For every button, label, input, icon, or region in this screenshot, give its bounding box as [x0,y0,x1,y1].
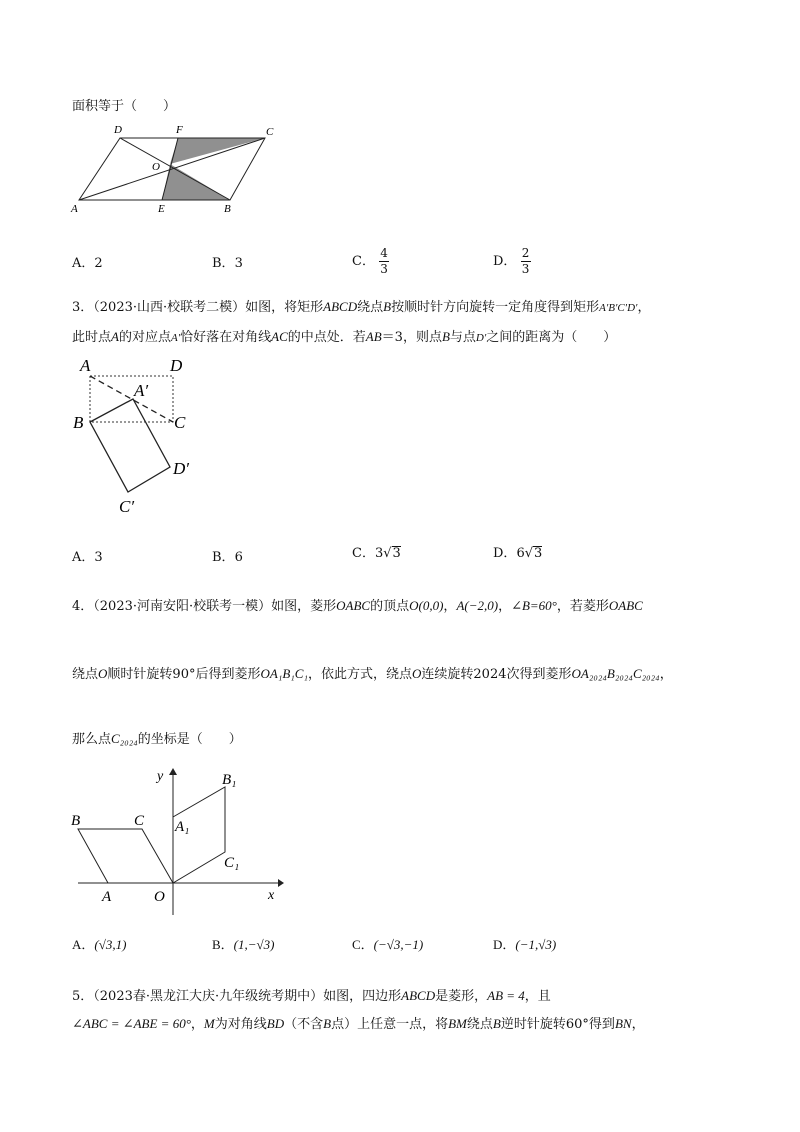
q4-stem-line2 [72,666,673,683]
q3-text: 按顺时针方向旋转一定角度得到矩形 [391,300,600,315]
q4-text: 次得到菱形 [506,667,572,682]
q2-label-e: E [158,203,165,215]
q4-option-b[interactable] [212,937,275,953]
q3-option-b[interactable] [212,550,243,566]
q4-coordinate-figure [68,765,288,920]
q5-m: M [203,1016,215,1031]
q4-angle: ∠B=60° [511,598,557,613]
q3-option-c-letter: C． [352,546,375,561]
q3-diag: AC [271,329,288,344]
sqrt-icon: √ [383,546,392,561]
q2-option-c-num: 4 [380,246,388,260]
q3-option-c[interactable] [352,542,401,566]
q4-rhombus-oabc [78,829,173,883]
q2-label-d: D [114,124,122,136]
q5-text: （不含 [284,1017,324,1032]
q4-text: ，若菱形 [556,599,609,614]
q3-option-d-coef: 6 [516,546,525,561]
q4-text: 后得到菱形 [195,667,261,682]
q4-text: 的坐标是（ ） [137,732,242,747]
q4-rhombus-2024: OA₂₀₂₄B₂₀₂₄C₂₀₂₄ [571,666,660,681]
q3-option-c-coef: 3 [374,546,384,561]
q4-option-c[interactable] [352,937,423,953]
q5-text: 是菱形， [435,989,488,1004]
q3-label-c: C [174,413,186,432]
q4-label-x: x [268,888,275,903]
q5-text: 得到 [588,1017,615,1032]
q3-option-a-value: 3 [94,550,103,565]
sqrt-icon: √ [524,546,534,561]
q3-label-b: B [73,413,84,432]
q3-text: 之间的距离为（ ） [486,330,617,345]
q3-rectangle-figure [70,352,210,522]
q4-option-d-value: (−1,√3) [515,937,557,952]
q4-o-coord: O(0,0) [409,598,444,613]
q3-label-d-prime: D′ [173,459,189,478]
q4-option-c-letter: C． [352,937,374,952]
q5-bm: BM [448,1016,467,1031]
q5-stem-line1 [72,988,551,1005]
q4-rhombus-oa1b1c1 [173,787,225,883]
q3-option-d-rad: 3 [534,546,543,561]
q2-option-d-den: 3 [521,262,530,276]
q5-text: 点）上任意一点，将 [331,1017,449,1032]
q5-angles: ∠ABC = ∠ABE = 60° [72,1016,191,1031]
q4-text: ，依此方式，绕点 [307,667,412,682]
q3-option-c-rad: 3 [392,546,401,561]
q4-oabc: OABC [336,598,371,613]
q5-text: 如图，四边形 [323,989,402,1004]
q5-text: 逆时针旋转 [500,1017,566,1032]
q4-deg90: 90° [172,667,196,682]
q2-option-b-value: 3 [234,256,243,271]
q4-label-a: A [102,889,112,905]
q3-text: ＝3，则点 [381,330,442,345]
q5-text: ，且 [524,989,551,1004]
q2-option-d-fraction [521,247,531,276]
q2-label-c: C [266,126,274,138]
q4-text: ， [498,599,512,614]
q2-option-c[interactable] [352,246,389,278]
q2-stem-end: 面积等于（ ） [72,99,177,114]
q3-text: 此时点 [72,330,112,345]
q5-stem-line2 [72,1016,645,1033]
q2-option-c-den: 3 [380,262,388,276]
q2-label-f: F [176,124,183,136]
q3-rect2: A′B′C′D′ [599,302,638,314]
q4-option-b-letter: B． [212,937,234,952]
q4-c2024: C₂₀₂₄ [111,731,138,746]
q3-option-d-letter: D． [493,546,517,561]
q4-oabc: OABC [608,598,643,613]
q3-rect: ABCD [323,299,358,314]
q5-b: B [323,1016,332,1031]
q3-text: 的中点处．若 [287,330,366,345]
q2-option-b[interactable] [212,256,243,272]
q3-point-a2: A′ [170,332,181,344]
q4-point-o: O [412,666,422,681]
q4-option-a[interactable] [72,937,126,953]
q3-ab: AB [365,329,382,344]
q4-option-a-value: (√3,1) [94,937,127,952]
q3-text: 的对应点 [118,330,171,345]
q3-label-a: A [80,356,91,375]
q3-label-c-prime: C′ [119,497,135,516]
q3-text: 恰好落在对角线 [180,330,272,345]
q3-option-b-letter: B． [212,550,235,565]
q2-option-a-value: 2 [94,256,103,271]
q3-number: 3． [72,300,94,315]
q4-text: ， [659,667,673,682]
q4-text: 绕点 [72,667,99,682]
q4-rhombus-1: OA₁B₁C₁ [260,666,308,681]
q2-shaded-top [170,138,265,164]
q3-text: ， [637,300,651,315]
q5-bn: BN [614,1016,632,1031]
q2-option-d-num: 2 [521,246,530,260]
q5-deg60: 60° [565,1017,589,1032]
q2-option-b-letter: B． [212,256,235,271]
q5-text: ， [190,1017,204,1032]
q4-source: （2023·河南安阳·校联考一模） [93,599,272,614]
q2-label-b: B [224,203,231,215]
q5-text: ， [631,1017,645,1032]
q5-bd: BD [266,1016,285,1031]
q4-text: 的顶点 [370,599,410,614]
q3-text: 如图，将矩形 [245,300,324,315]
q3-point-d2: D′ [475,332,487,344]
q2-option-d[interactable] [493,246,531,278]
q4-label-c: C [134,813,145,829]
q2-option-d-letter: D． [493,254,517,269]
q4-label-b: B [71,813,81,829]
q4-text: 连续旋转 [421,667,474,682]
q2-label-a: A [71,203,78,215]
q3-text: 与点 [449,330,476,345]
q5-b: B [492,1016,501,1031]
q3-point-b: B [383,299,392,314]
q4-option-a-letter: A． [72,937,95,952]
q3-option-a[interactable] [72,550,103,566]
q4-a-coord: A(−2,0) [456,598,499,613]
q4-text: 那么点 [72,732,112,747]
q5-ab4: AB = 4 [487,988,525,1003]
q3-label-a-prime: A′ [134,381,149,400]
q2-parallelogram-figure [70,120,285,215]
q4-text: ， [443,599,457,614]
q2-option-a[interactable] [72,256,103,272]
q2-option-c-fraction [379,247,389,276]
q4-option-c-value: (−√3,−1) [373,937,424,952]
q3-rect-rotated [90,399,170,492]
q4-stem-line3 [72,731,242,748]
q4-y-axis-arrow [169,768,177,775]
q4-label-a1: A₁ [175,819,190,835]
q3-stem-line1 [72,299,650,316]
q3-option-b-value: 6 [234,550,243,565]
q4-option-d[interactable] [493,937,556,953]
q3-source: （2023·山西·校联考二模） [93,300,246,315]
q3-stem-line2 [72,329,616,346]
q2-option-c-letter: C． [352,254,375,269]
q2-option-a-letter: A． [72,256,95,271]
q4-option-b-value: (1,−√3) [233,937,275,952]
q4-label-y: y [157,769,164,784]
q4-n2024: 2024 [473,667,507,682]
q4-label-o: O [154,889,165,905]
q4-text: 顺时针旋转 [107,667,173,682]
q3-option-d[interactable] [493,542,542,566]
q4-number: 4． [72,599,94,614]
q3-option-a-letter: A． [72,550,95,565]
q5-text: 为对角线 [214,1017,267,1032]
q3-point-a: A [111,329,119,344]
q5-text: 绕点 [466,1017,493,1032]
q3-label-d: D [170,356,183,375]
q4-stem-line1 [72,598,643,615]
q4-label-b1: B₁ [222,772,237,788]
q5-number: 5． [72,989,94,1004]
q4-point-o: O [98,666,108,681]
q5-abcd: ABCD [401,988,436,1003]
q5-source: （2023春·黑龙江大庆·九年级统考期中） [93,989,324,1004]
q4-label-c1: C₁ [224,855,240,871]
q2-label-o: O [152,161,160,173]
q4-option-d-letter: D． [493,937,516,952]
q3-text: 绕点 [357,300,384,315]
q3-point-b: B [441,329,450,344]
q4-x-axis-arrow [278,879,284,887]
q4-text: 如图，菱形 [271,599,337,614]
